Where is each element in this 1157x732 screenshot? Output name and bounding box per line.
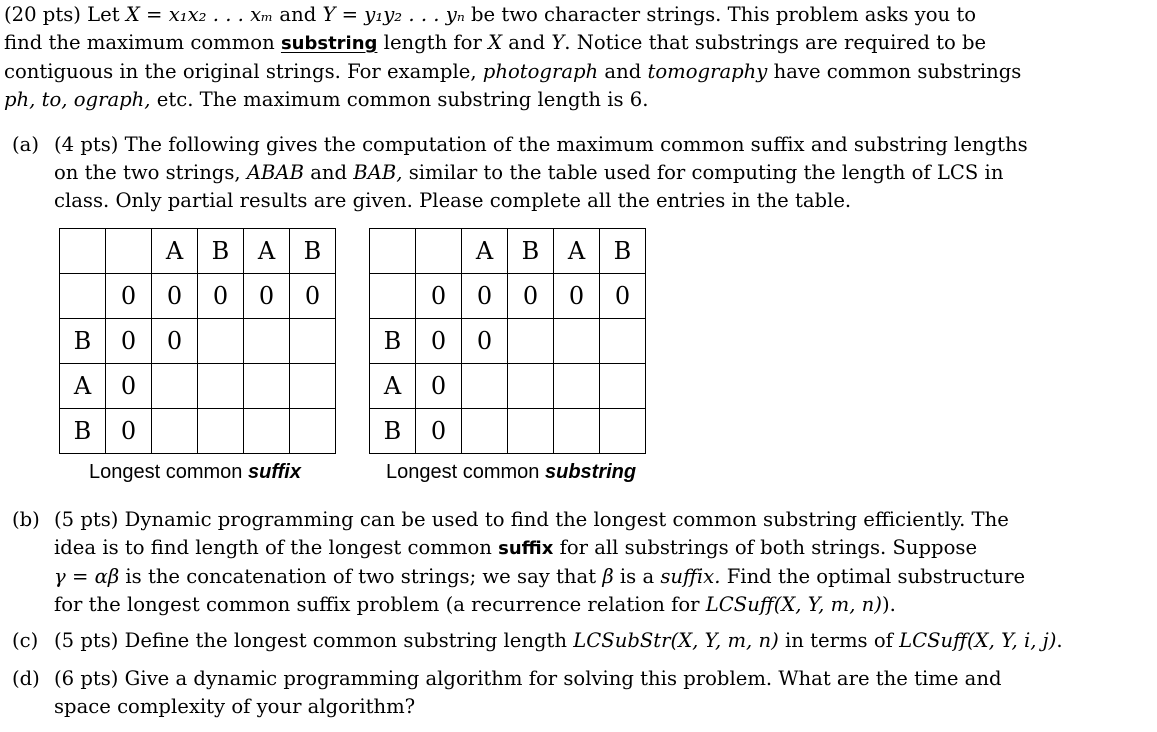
table-row: [60, 364, 336, 409]
table-row: [370, 409, 646, 454]
suffix-table-caption: [89, 461, 301, 484]
part-d: [12, 665, 1002, 721]
part-b-label: (b): [12, 508, 40, 531]
table-header-row: [60, 229, 336, 274]
table-cell: 0: [600, 274, 646, 319]
row-header: B: [60, 319, 106, 364]
table-cell: [152, 364, 198, 409]
intro-line-1: [4, 1, 1144, 29]
table-cell: [106, 229, 152, 274]
caption-emphasis: substring: [544, 461, 637, 483]
table-cell: 0: [106, 319, 152, 364]
table-cell: [370, 274, 416, 319]
table-cell: [508, 409, 554, 454]
table-cell: 0: [416, 319, 462, 364]
part-d-text: (6 pts) Give a dynamic programming algorithm for solving this problem. What are the time and: [54, 667, 1002, 690]
string-abab: ABAB: [246, 161, 304, 184]
table-cell: [462, 364, 508, 409]
table-cell: 0: [152, 319, 198, 364]
table-cell: 0: [416, 274, 462, 319]
part-a-text: class. Only partial results are given. Please complete all the entries in the table.: [54, 189, 852, 212]
table-cell: [600, 409, 646, 454]
part-b-text: for all substrings of both strings. Suppose: [559, 536, 978, 559]
part-b-text: idea is to find length of the longest common: [54, 536, 492, 559]
column-header: B: [508, 229, 554, 274]
column-header: B: [198, 229, 244, 274]
table-cell: [508, 364, 554, 409]
lcsubstr-expression: LCSubStr(X, Y, m, n): [573, 629, 779, 652]
table-cell: [198, 409, 244, 454]
table-cell: [152, 409, 198, 454]
row-header: A: [370, 364, 416, 409]
table-cell: [60, 274, 106, 319]
gamma-equation: γ = αβ: [54, 565, 120, 588]
table-cell: [198, 364, 244, 409]
let-word: Let: [87, 3, 120, 26]
column-header: A: [554, 229, 600, 274]
table-cell: 0: [416, 364, 462, 409]
substring-table-caption: [386, 461, 636, 484]
table-row: [370, 364, 646, 409]
and-word: and: [604, 60, 642, 83]
table-cell: [290, 319, 336, 364]
table-cell: 0: [106, 364, 152, 409]
x-definition: X = x₁x₂ . . . xₘ: [125, 3, 274, 26]
part-b-text: ).: [881, 593, 896, 616]
intro-text: find the maximum common: [4, 31, 275, 54]
table-cell: [554, 409, 600, 454]
caption-text: Longest common: [386, 461, 540, 483]
table-cell: [416, 229, 462, 274]
table-cell: 0: [508, 274, 554, 319]
lcsuff-expression: LCSuff(X, Y, m, n): [705, 593, 882, 616]
part-b-text: is a: [619, 565, 655, 588]
lcsuff-ij-expression: LCSuff(X, Y, i, j): [899, 629, 1057, 652]
intro-text: etc. The maximum common substring length is 6.: [156, 88, 649, 111]
table-cell: [600, 364, 646, 409]
table-row: [60, 409, 336, 454]
table-cell: [554, 319, 600, 364]
column-header: A: [152, 229, 198, 274]
part-b: [12, 506, 1025, 619]
intro-text: . Notice that substrings are required to be: [564, 31, 987, 54]
intro-text: have common substrings: [773, 60, 1022, 83]
table-cell: 0: [198, 274, 244, 319]
suffix-emphasis: suffix: [498, 538, 554, 559]
table-cell: 0: [244, 274, 290, 319]
table-cell: [508, 319, 554, 364]
string-bab: BAB,: [353, 161, 403, 184]
table-cell: [60, 229, 106, 274]
part-c-text: (5 pts) Define the longest common substring length: [54, 629, 568, 652]
caption-text: Longest common: [89, 461, 243, 483]
var-x: X: [488, 31, 503, 54]
and-word: and: [508, 31, 546, 54]
y-definition: Y = y₁y₂ . . . yₙ: [322, 3, 465, 26]
intro-line-2: [4, 29, 1144, 58]
table-cell: 0: [106, 409, 152, 454]
part-a-label: (a): [12, 133, 39, 156]
example-word-1: photograph: [482, 60, 599, 83]
problem-intro: [4, 1, 1144, 114]
points-label: (20 pts): [4, 3, 81, 26]
table-cell: [244, 409, 290, 454]
table-cell: [462, 409, 508, 454]
part-c-label: (c): [12, 629, 39, 652]
table-cell: [198, 319, 244, 364]
table-cell: [600, 319, 646, 364]
part-a-text: similar to the table used for computing the length of LCS in: [408, 161, 1004, 184]
part-b-text: (5 pts) Dynamic programming can be used to find the longest common substring efficiently. The: [54, 508, 1009, 531]
table-cell: [290, 364, 336, 409]
and-word: and: [279, 3, 317, 26]
part-c: [12, 627, 1063, 655]
part-b-text: is the concatenation of two strings; we say that: [125, 565, 597, 588]
part-d-label: (d): [12, 667, 40, 690]
table-cell: 0: [106, 274, 152, 319]
row-header: B: [60, 409, 106, 454]
part-a-text: (4 pts) The following gives the computation of the maximum common suffix and substring lengths: [54, 133, 1028, 156]
row-header: A: [60, 364, 106, 409]
intro-line-3: [4, 58, 1144, 86]
table-cell: 0: [462, 274, 508, 319]
row-header: B: [370, 319, 416, 364]
part-d-text: space complexity of your algorithm?: [54, 695, 416, 718]
intro-text: length for: [383, 31, 482, 54]
part-a: [12, 131, 1028, 215]
example-word-2: tomography: [647, 60, 768, 83]
part-c-text: .: [1056, 629, 1063, 652]
table-row: [370, 319, 646, 364]
suffix-italic: suffix.: [660, 565, 721, 588]
part-a-text: on the two strings,: [54, 161, 241, 184]
table-cell: 0: [290, 274, 336, 319]
part-c-text: in terms of: [785, 629, 893, 652]
intro-text: be two character strings. This problem asks you to: [471, 3, 977, 26]
example-substrings: ph, to, ograph,: [4, 88, 151, 111]
row-header: B: [370, 409, 416, 454]
table-zero-row: [370, 274, 646, 319]
table-zero-row: [60, 274, 336, 319]
table-cell: [244, 364, 290, 409]
column-header: A: [244, 229, 290, 274]
column-header: B: [600, 229, 646, 274]
table-row: [60, 319, 336, 364]
part-b-text: for the longest common suffix problem (a recurrence relation for: [54, 593, 700, 616]
table-cell: 0: [554, 274, 600, 319]
table-header-row: [370, 229, 646, 274]
table-cell: 0: [152, 274, 198, 319]
suffix-table: [59, 228, 336, 454]
and-word: and: [310, 161, 348, 184]
table-cell: 0: [416, 409, 462, 454]
part-b-text: Find the optimal substructure: [726, 565, 1026, 588]
caption-emphasis: suffix: [247, 461, 301, 483]
table-cell: [554, 364, 600, 409]
beta-symbol: β: [602, 565, 614, 588]
var-y: Y: [551, 31, 565, 54]
substring-table: [369, 228, 646, 454]
intro-line-4: [4, 86, 1144, 114]
table-cell: [244, 319, 290, 364]
column-header: A: [462, 229, 508, 274]
column-header: B: [290, 229, 336, 274]
substring-emphasis: substring: [280, 33, 378, 54]
table-cell: [290, 409, 336, 454]
intro-text: contiguous in the original strings. For example,: [4, 60, 477, 83]
table-cell: [370, 229, 416, 274]
table-cell: 0: [462, 319, 508, 364]
